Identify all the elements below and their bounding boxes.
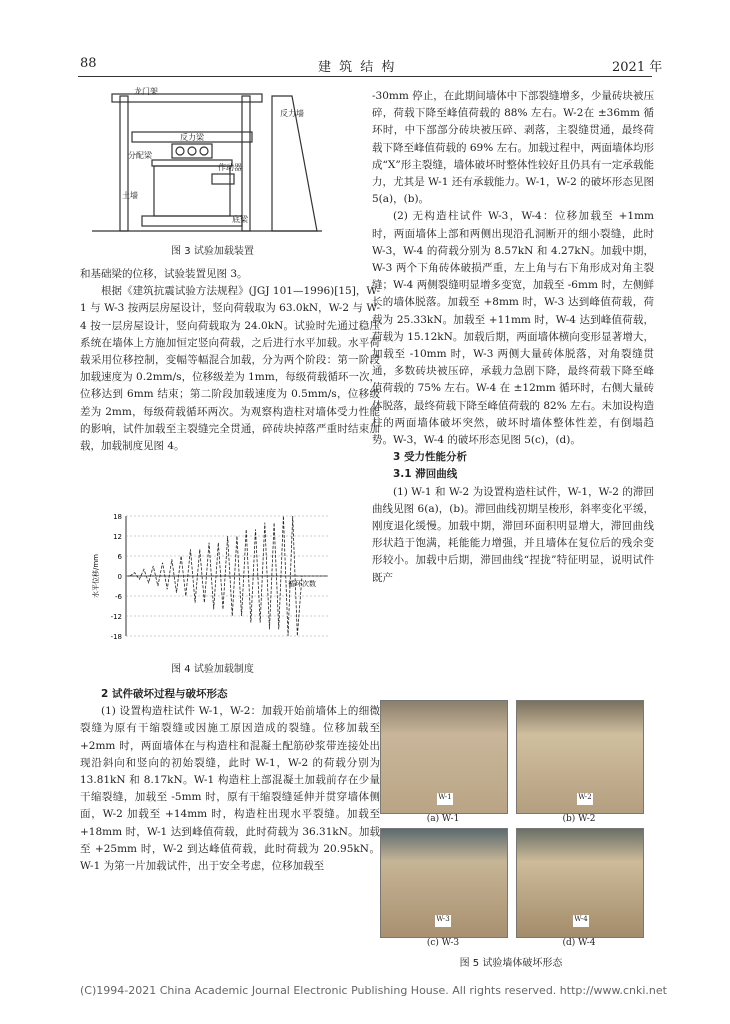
label-actuator: 作动器 [218, 163, 242, 172]
paragraph: (1) W-1 和 W-2 为设置构造柱试件，W-1，W-2 的滞回曲线见图 6(a)，(b)。滞回曲线初期呈梭形，斜率变化平缓，刚度退化缓慢。加载中期，滞回环面积明显增大，滞回曲线形状趋于饱满，耗能能力增强，并且墙体在复位后的残余变形较小。加载中后期，滞回曲线“捏拢”特征明显，说明试件既产 [372, 485, 654, 584]
figure-3-diagram [92, 86, 322, 236]
photo-tag: W-2 [577, 793, 593, 805]
paragraph: (2) 无构造柱试件 W-3，W-4：位移加载至 +1mm 时，两面墙体上部和两侧出现沿孔洞断开的细小裂缝，此时 W-3，W-4 的荷载分别为 8.57kN 和 4.27kN。加载中期，W-3 两个下角砖体破损严重，左上角与右下角形成对角主裂缝；W-4 两侧裂缝明显增多变宽，加载至 -6mm 时，左侧鲜长的墙体脱落。加载至 +8mm 时，W-3 达到峰值荷载，荷载为 25.33kN。加载至 +11mm 时，W-4 达到峰值荷载，荷载为 15.12kN。加载后期，两面墙体横向变形显著增大，加载至 -10mm 时，W-3 两侧大量砖体脱落，对角裂缝贯通，多数砖块被压碎，承载力急剧下降，最终荷载下降至峰值荷载的 75% 左右。W-4 在 ±12mm 循环时，右侧大量砖体脱落，最终荷载下降至峰值荷载的 82% 左右。未加设构造柱的两面墙体破坏突然，破坏时墙体整体性差，有倒塌趋势。W-3，W-4 的破坏形态见图 5(c)，(d)。 [372, 210, 655, 447]
label-top-beam: 龙门架 [134, 87, 158, 96]
label-wall: 土墙 [122, 191, 138, 200]
subsection-heading: 3.1 滞回曲线 [393, 468, 458, 481]
subcaption-b: (b) W-2 [562, 814, 596, 824]
section-heading: 2 试件破坏过程与破坏形态 [101, 688, 228, 700]
y-tick-label: -12 [110, 613, 122, 621]
y-tick-label: 18 [113, 513, 122, 521]
figure-4-caption: 图 4 试验加载制度 [171, 664, 254, 675]
paragraph: 根据《建筑抗震试验方法规程》(JGJ 101—1996)[15]，W-1 与 W-3 按两层房屋设计，竖向荷载取为 63.0kN，W-2 与 W-4 按一层房屋设计，竖向荷载取为 24.0kN。试验时先通过稳压系统在墙体上方施加恒定竖向荷载，之后进行水平加载。水平荷载采用位移控制，变幅等幅混合加载，分为两个阶段：第一阶段加载速度为 0.2mm/s，位移级差为 1mm，每级荷载循环一次，位移达到 6mm 结束；第二阶段加载速度为 0.5mm/s，位移级差为 2mm，每级荷载循环两次。为观察构造柱对墙体受力性能的影响，试件加载至主裂缝完全贯通，碎砖块掉落严重时结束加载，加载制度见图 4。 [80, 285, 380, 453]
header-rule [78, 76, 652, 77]
label-reaction-beam: 反力梁 [180, 133, 204, 142]
y-tick-label: 12 [113, 533, 122, 541]
left-column-lower [80, 686, 380, 875]
photo-tag: W-1 [437, 793, 453, 805]
right-column [372, 88, 654, 587]
issue-year: 2021 年 [612, 60, 663, 75]
figure-4-chart [88, 508, 338, 648]
footer-copyright: (C)1994-2021 China Academic Journal Electronic Publishing House. All rights reserved. http://www.cnki.net [80, 984, 667, 997]
photo-w1 [380, 700, 508, 814]
photo-tag: W-4 [573, 915, 589, 927]
figure-3-caption: 图 3 试验加载装置 [171, 246, 254, 257]
y-tick-label: -18 [110, 633, 122, 641]
photo-tag: W-3 [435, 915, 451, 927]
photo-w2 [516, 700, 644, 814]
paragraph: (1) 设置构造柱试件 W-1，W-2：加载开始前墙体上的细微裂缝为原有干缩裂缝或因施工原因造成的裂缝。位移加载至 +2mm 时，两面墙体在与构造柱和混凝土配筋砂浆带连接处出现沿斜向和竖向的初始裂缝，此时 W-1，W-2 的荷载分别为 13.81kN 和 8.17kN。W-1 构造柱上部混凝土加载前存在少量干缩裂缝，加载至 -5mm 时，原有干缩裂缝延伸并贯穿墙体侧面，W-2 加载至 +14mm 时，构造柱出现水平裂缝。加载至 +18mm 时，W-1 达到峰值荷载，此时荷载为 36.31kN。加载至 +25mm 时，W-2 到达峰值荷载，此时荷载为 20.95kN。W-1 为第一片加载试件，出于安全考虑，位移加载至 [80, 705, 380, 873]
photo-w3 [380, 828, 508, 938]
label-base: 底梁 [232, 215, 248, 224]
subcaption-a: (a) W-1 [426, 814, 460, 824]
y-axis-label: 水平位移/mm [92, 554, 100, 598]
paragraph: 和基础梁的位移，试验装置见图 3。 [80, 268, 248, 280]
paragraph: -30mm 停止，在此期间墙体中下部裂缝增多，少量砖块被压碎，荷载下降至峰值荷载的 88% 左右。W-2在 ±36mm 循环时，中下部部分砖块被压碎、剥落，主裂缝贯通，最终荷载下降至峰值荷载的 69% 左右。加载过程中，两面墙体均形成“X”形主裂缝，墙体破坏时整体性较好且仍具有一定承载能力，尤其是 W-1 还有承载能力。W-1，W-2 的破坏形态见图5(a)，(b)。 [372, 90, 655, 206]
label-distribution-beam: 分配梁 [128, 151, 152, 160]
y-tick-label: -6 [115, 593, 122, 601]
figure-5-caption: 图 5 试验墙体破坏形态 [459, 958, 563, 969]
y-tick-label: 0 [117, 573, 122, 581]
subcaption-d: (d) W-4 [562, 938, 596, 948]
section-heading: 3 受力性能分析 [393, 451, 467, 464]
photo-w4 [516, 828, 644, 938]
subcaption-c: (c) W-3 [426, 938, 460, 948]
x-axis-label: 循环次数 [288, 580, 316, 588]
left-column-upper [80, 266, 380, 455]
journal-name: 建 筑 结 构 [318, 60, 397, 75]
label-reaction-wall: 反力墙 [280, 109, 304, 118]
y-tick-label: 6 [117, 553, 122, 561]
page-number: 88 [80, 56, 97, 71]
